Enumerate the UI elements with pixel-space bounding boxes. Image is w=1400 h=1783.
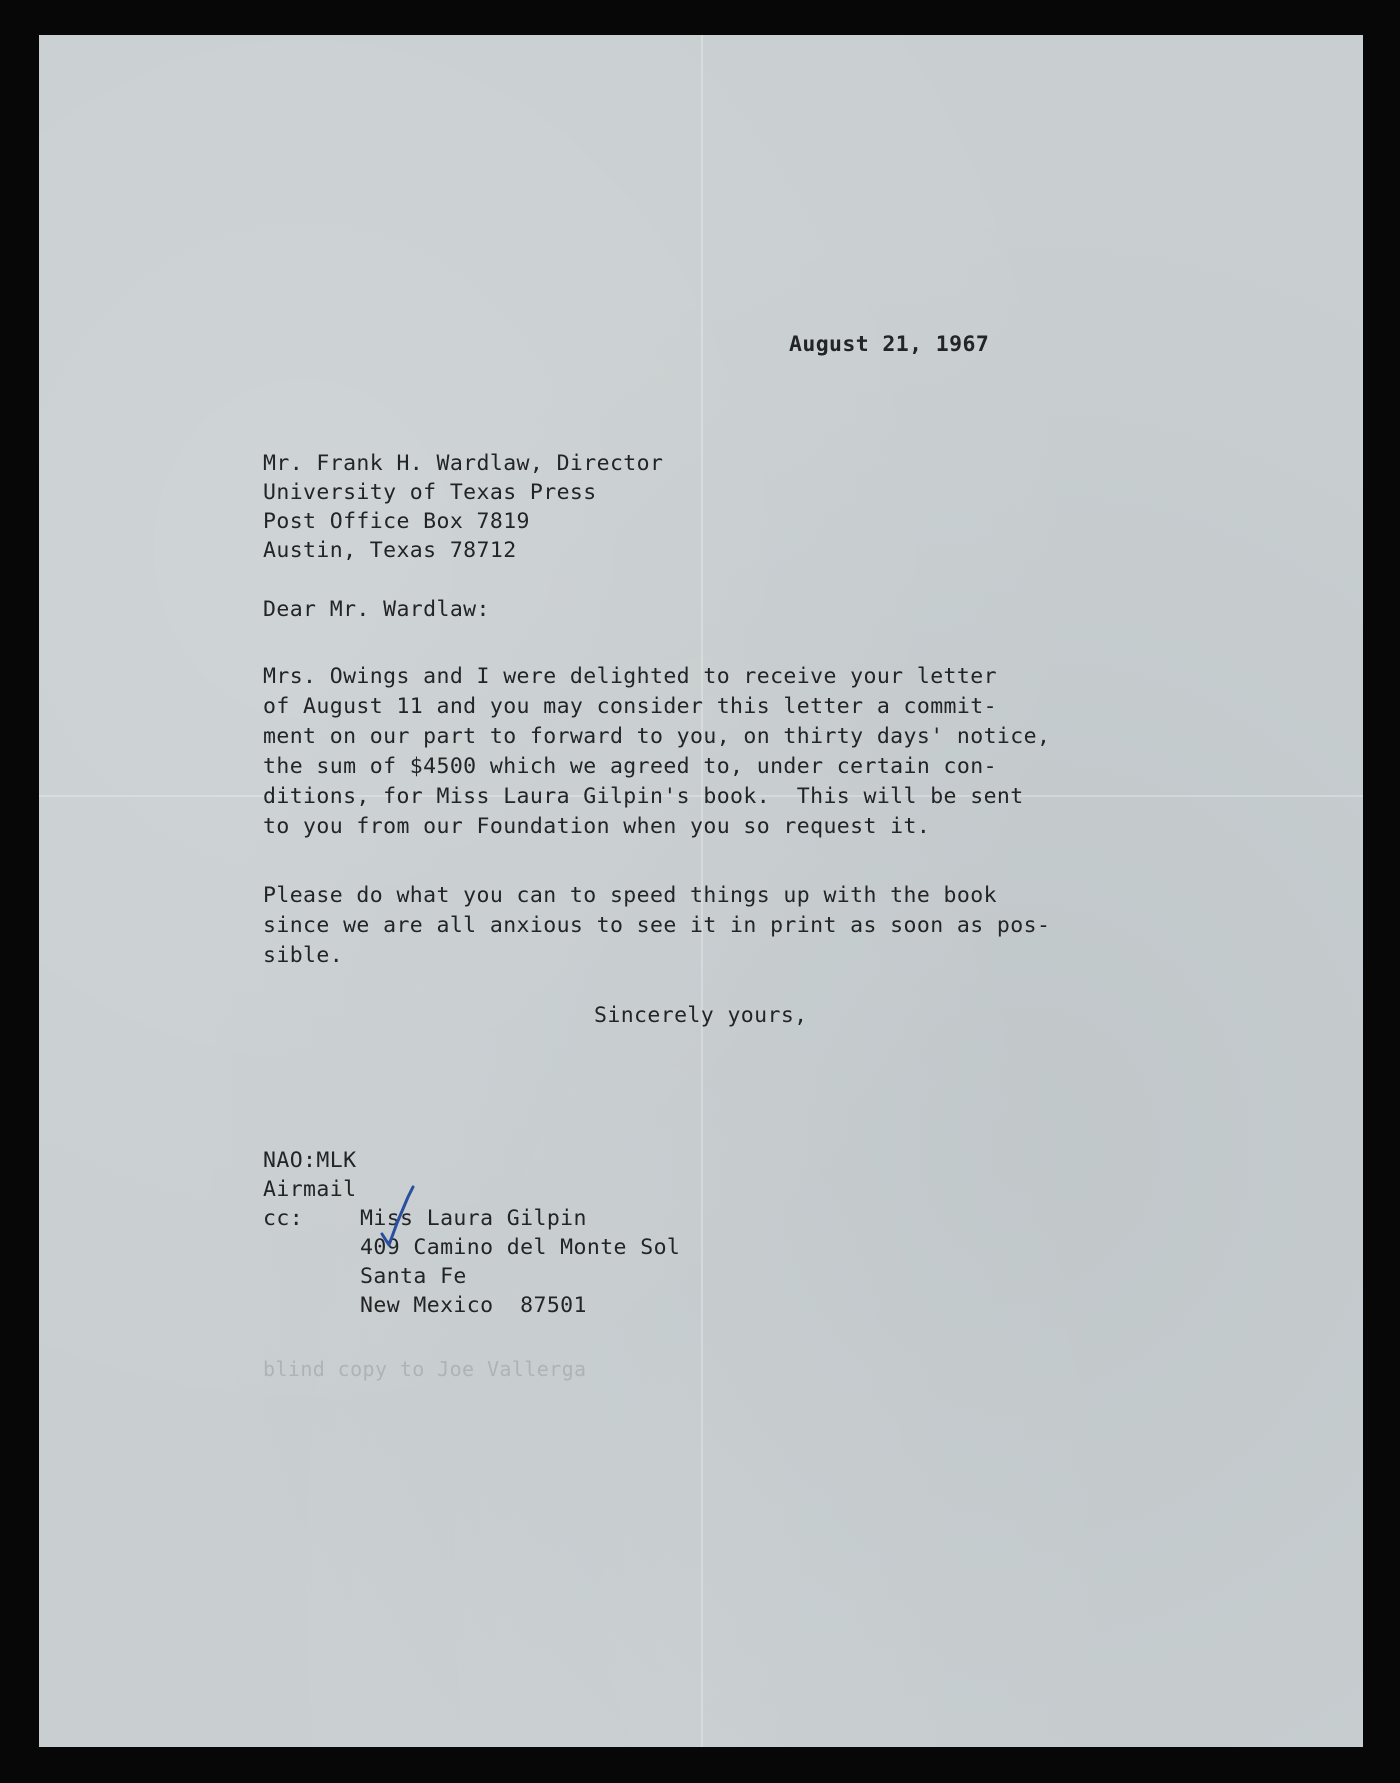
body-line: ment on our part to forward to you, on thirty days' notice,	[263, 724, 1051, 749]
body-line: of August 11 and you may consider this letter a commit-	[263, 694, 997, 719]
delivery-method: Airmail	[263, 1177, 357, 1202]
cc-line: New Mexico 87501	[360, 1293, 587, 1318]
body-line: to you from our Foundation when you so request it.	[263, 814, 931, 839]
body-line: Mrs. Owings and I were delighted to receive your letter	[263, 664, 997, 689]
recipient-line: Post Office Box 7819	[263, 509, 530, 534]
body-line: sible.	[263, 943, 344, 968]
recipient-line: Austin, Texas 78712	[263, 538, 517, 563]
check-mark-icon	[375, 1185, 425, 1260]
blind-copy-note: blind copy to Joe Vallerga	[263, 1357, 587, 1381]
body-line: ditions, for Miss Laura Gilpin's book. This will be sent	[263, 784, 1024, 809]
recipient-line: University of Texas Press	[263, 480, 597, 505]
reference-initials: NAO:MLK	[263, 1148, 357, 1173]
cc-line: Miss Laura Gilpin	[360, 1206, 587, 1231]
body-line: since we are all anxious to see it in print as soon as pos-	[263, 913, 1051, 938]
letter-date: August 21, 1967	[789, 332, 990, 357]
letter-page	[39, 35, 1363, 1747]
cc-line: 409 Camino del Monte Sol	[360, 1235, 681, 1260]
body-line: Please do what you can to speed things up with the book	[263, 883, 997, 908]
body-line: the sum of $4500 which we agreed to, under certain con-	[263, 754, 997, 779]
salutation: Dear Mr. Wardlaw:	[263, 597, 490, 622]
recipient-line: Mr. Frank H. Wardlaw, Director	[263, 451, 664, 476]
cc-label: cc:	[263, 1206, 304, 1231]
closing: Sincerely yours,	[594, 1003, 808, 1028]
cc-line: Santa Fe	[360, 1264, 467, 1289]
